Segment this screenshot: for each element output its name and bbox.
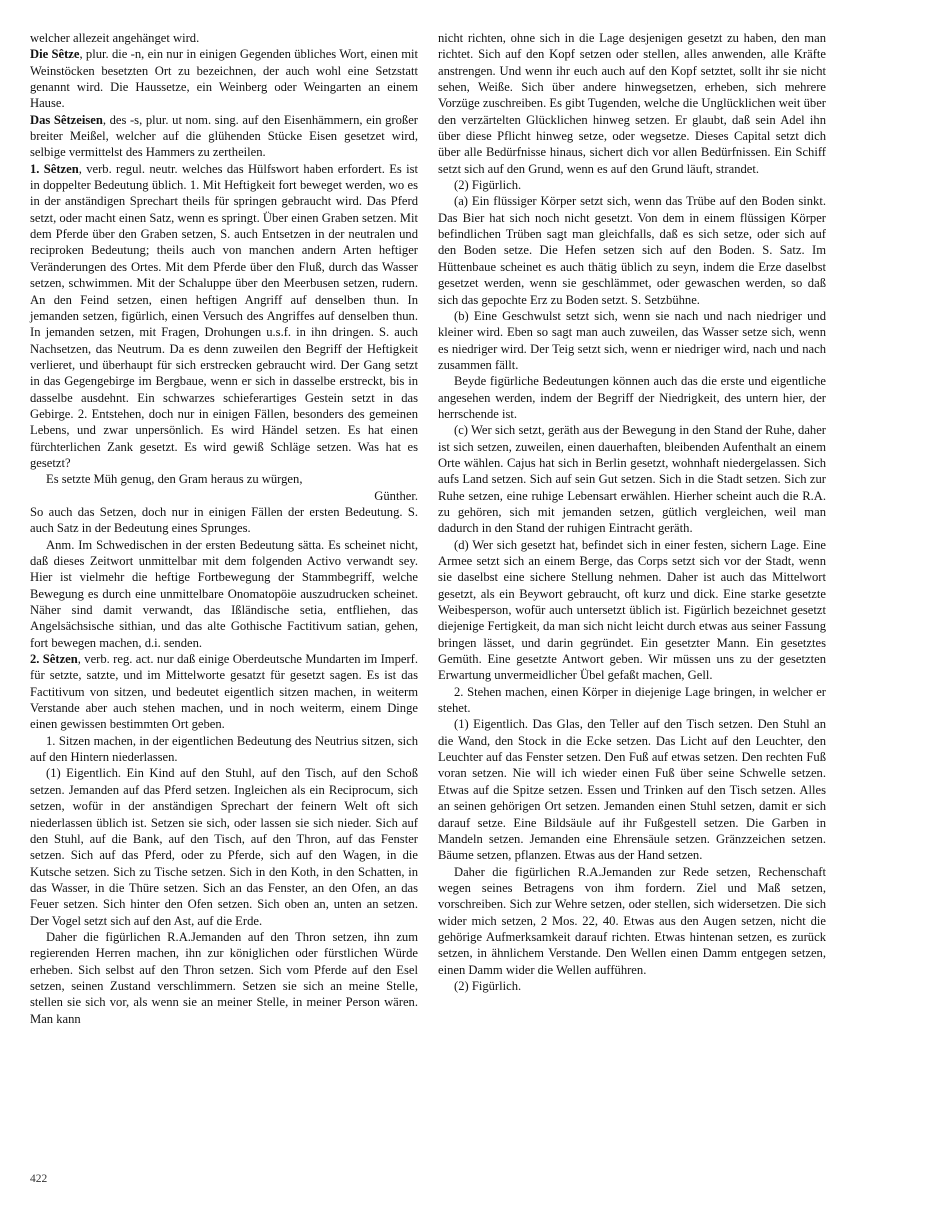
entry-setzen-1 [30,161,418,472]
entry-body: , verb. reg. act. nur daß einige Oberdeutsche Mundarten im Imperf. für setzte, satzte, und im Mittelworte gesatzt für gesetzt sagen. Es ist das Factitivum von sitzen, und bedeutet eigentlich sitzen machen, in weiterm Verstande aber auch stehen machen, und in noch weiterm, einem Dinge einen gewissen bestimmten Ort geben. [30,652,418,732]
paragraph: nicht richten, ohne sich in die Lage desjenigen gesetzt zu haben, den man richtet. Sich auf den Kopf setzen oder stellen, alles anwenden, alle Kräfte anstrengen. Und wenn ihr euch auch auf den Kopf setztet, sollt ihr sie nicht sehen, Weiße. Sich über andere hinwegsetzen, erheben, sich mehrere Vorzüge zuschreiben. Es gibt Tugenden, welche die Unglücklichen weit über den verzärtelten Glücklichen hinweg setzen. Er glaubt, daß sein Adel ihn über diese Pflicht hinweg setze, oder wegsetze. Dieses Capital setzt dich über alle Bedürfnisse hinaus, sichert dich vor allen Bedürfnissen. Ein Schiff setzt sich auf den Grund, wenn es auf den Grund läuft, strandet. [438,31,826,176]
entry-body: , plur. die -n, ein nur in einigen Gegenden übliches Wort, einen mit Weinstöcken besetzten Ort zu bezeichnen, der auch wohl eine Setzstatt genannt wird. Die Haussetze, ein Weinberg oder Weingarten an einem Hause. [30,47,418,111]
paragraph: (1) Eigentlich. Ein Kind auf den Stuhl, auf den Tisch, auf den Schoß setzen. Jemanden auf das Pferd setzen. Ingleichen als ein Reciprocum, sich setzen, wofür in der anständigen Sprechart der feinern Welt oft sich niederlassen üblich ist. Setzen sie sich, oder lassen sie sich nieder. Sich auf den Stuhl, auf die Bank, auf den Tisch, auf den Thron, auf das Fenster setzen. Sich auf das Pferd, oder zu Pferde, sich auf den Wagen, in die Kutsche setzen. Sich zu Tische setzen. Sich in den Koth, in den Schatten, in das Wasser, in die Thüre setzen. Sich an das Fenster, an den Ofen, an das Feuer setzen. Sich hinter den Ofen setzen. Sich oben an, unten an setzen. Der Vogel setzt sich auf den Ast, auf die Erde. [30,766,418,928]
paragraph: 1. Sitzen machen, in der eigentlichen Bedeutung des Neutrius sitzen, sich auf den Hintern niederlassen. [30,733,418,765]
paragraph: Daher die figürlichen R.A.Jemanden auf den Thron setzen, ihn zum regierenden Herren machen, ihn zur königlichen oder fürstlichen Würde erheben. Sich selbst auf den Thron setzen. Sich vom Pferde auf den Esel setzen, seinen Zustand verschlimmern. Setzen sie sich an meine Stelle, stellen sie sich vor, als wenn sie an meiner Stelle, in meiner Person wären. Man kann [30,929,418,1026]
paragraph: Beyde figürliche Bedeutungen können auch das die erste und eigentliche angesehen werden, indem der Begriff der Niedrigkeit, des untern hier, der herrschende ist. [438,374,826,421]
paragraph: (a) Ein flüssiger Körper setzt sich, wenn das Trübe auf den Boden sinkt. Das Bier hat sich noch nicht gesetzt. Von dem in einem flüssigen Körper befindlichen Trüben sagt man gleichfalls, daß es sich setze, oder sich auf den Boden setze. Die Hefen setzen sich auf den Boden. S. Satz. Im Hüttenbaue scheinet es auch thätig üblich zu seyn, indem die Erze daselbst gesetzet werden, wenn sie geschlämmet, oder gewaschen werden, so daß sich das gepochte Erz zu Boden setzt. S. Setzbühne. [438,194,826,307]
paragraph: welcher allezeit angehänget wird. [30,31,200,45]
entry-headword: 1. Sêtzen [30,161,79,176]
paragraph: (c) Wer sich setzt, geräth aus der Bewegung in den Stand der Ruhe, daher ist sich setzen, zuweilen, einen dauerhaften, bleibenden Aufenthalt an einem Orte wählen. Cajus hat sich in Berlin gesetzt, wohnhaft niedergelassen. Sich aufs Land setzen. Sich auf sein Gut setzen. Sich in die Stadt setzen. Sich zur Ruhe setzen, eine ruhige Lebensart erwählen. Hierher scheint auch die R.A. zu gehören, sich mit jemanden setzen, gütlich vergleichen, weil man dadurch in den Stand der ruhigen Eintracht geräth. [438,423,826,536]
subheading: (2) Figürlich. [454,978,522,993]
note-paragraph: Anm. Im Schwedischen in der ersten Bedeutung sätta. Es scheinet nicht, daß dieses Zeitwort unmittelbar mit dem folgenden Activo verwandt sey. Hier ist vielmehr die heftige Fortbewegung der Stammbegriff, welche Bewegung es durch eine unmittelbare Onomatopöie auszudrucken scheinet. Näher sind damit verwandt, das Ißländische setia, entfliehen, das Angelsächsische sithian, und das alte Gothische Factitivum satian, gehen, fort bewegen machen, d.i. senden. [30,537,418,650]
entry-body: , verb. regul. neutr. welches das Hülfswort haben erfordert. Es ist in doppelter Bedeutung üblich. 1. Mit Heftigkeit fort beweget werden, wo es in der anständigen Sprechart theils für springen gebraucht wird. Das Pferd setzt, oder macht einen Satz, wenn es springt. Über einen Graben setzen. Mit dem Pferde über den Graben setzen, S. auch Entsetzen in der neutralen und reciproken Bedeutung; theils auch von manchen andern Arten heftiger Veränderungen des Ortes. Mit dem Pferde über den Fluß, durch das Wasser setzen, schwimmen. Mit der Schaluppe über den Meerbusen setzen, rudern. An den Feind setzen, einen heftigen Angriff auf denselben thun. In jemanden setzen, figürlich, einen Versuch des Angriffes auf denselben thun. In jemanden setzen, mit Fragen, Drohungen u.s.f. in ihn dringen. S. auch Nachsetzen, das Neutrum. Da es denn zuweilen den Begriff der Heftigkeit verlieret, und überhaupt für sich erstrecken gebraucht wird. Der Gang setzt in das Gegengebirge im Bergbaue, wenn er sich in dasselbe erstreckt, bis in dasselbe ausdehnt. Ein schwarzes schieferartiges Gestein setzt in das Gebirge. 2. Entstehen, doch nur in einigen Fällen, besonders des gemeinen Lebens, und zwar unpersönlich. Es wird Händel setzen. Es hat einen fürchterlichen Zank gesetzt. Es wird gewiß Schläge setzen. Was hat es gesetzt? [30,161,418,470]
paragraph: So auch das Setzen, doch nur in einigen Fällen der ersten Bedeutung. S. auch Satz in der Bedeutung eines Sprunges. [30,504,418,536]
entry-setzen-2 [30,651,418,733]
paragraph: (1) Eigentlich. Das Glas, den Teller auf den Tisch setzen. Den Stuhl an die Wand, den Stock in die Ecke setzen. Das Licht auf den Leuchter, den Leuchter auf das Fenster setzen. Den Fuß auf etwas setzen. Den rechten Fuß voran setzen. Nie will ich wieder einen Fuß über seine Schwelle setzen. Etwas auf die Spitze setzen. Essen und Trinken auf den Tisch setzen. Alles an seinen gehörigen Ort setzen. Jemanden einen Stuhl setzen, damit er sich darauf setze. Eine Bildsäule auf ihr Fußgestell setzen. Die Garben in Mandeln setzen. Jemanden eine Ehrensäule setzen. Gränzzeichen setzen. Bäume setzen, pflanzen. Etwas aus der Hand setzen. [438,717,826,863]
paragraph: (b) Eine Geschwulst setzt sich, wenn sie nach und nach niedriger und kleiner wird. Eben so sagt man auch zuweilen, das Wasser setze sich, wenn es niedriger wird. Der Teig setzt sich, wenn er niedriger wird, nach und nach zusammen fällt. [438,308,826,372]
entry-headword: 2. Sêtzen [30,652,78,667]
right-column [438,30,826,994]
paragraph: (d) Wer sich gesetzt hat, befindet sich in einer festen, sichern Lage. Eine Armee setzt sich an einem Berge, das Corps setzt sich vor der Stadt, wenn sie daselbst eine sichere Stellung nehmen. Daher ist auch das Mittelwort gesetzt, als ein Beywort gebraucht, oft kurz und dick. Eine starke gesetzte Weibesperson, wofür auch untersetzt üblich ist. Figürlich bezeichnet gesetzt diejenige Fertigkeit, da man sich nicht leicht durch etwas aus seiner Fassung bringen lässet, und darin gegründet. Ein gesetzter Mann. Ein gesetztes Gemüth. Eine gesetzte Antwort geben. Wir müssen uns zu der gesetzten Erwartung unvermeidlicher Übel gefaßt machen, Gell. [438,537,826,683]
entry-headword: Die Sêtze [30,47,80,62]
page-number: 422 [30,1173,48,1185]
paragraph: 2. Stehen machen, einen Körper in diejenige Lage bringen, in welcher er stehet. [438,684,826,716]
entry-body: , des -s, plur. ut nom. sing. auf den Eisenhämmern, ein großer breiter Meißel, welcher auf die glühenden Stücke Eisen gesetzet wird, selbige vermittelst des Hammers zu zertheilen. [30,112,419,160]
entry-setzeisen [30,112,418,161]
left-column [30,30,418,1027]
entry-headword: Das Sêtzeisen [30,112,103,127]
paragraph: Daher die figürlichen R.A.Jemanden zur Rede setzen, Rechenschaft wegen seines Betragens von ihm fordern. Ziel und Maß setzen, vorschreiben. Sich zur Wehre setzen, oder stellen, sich widersetzen. Die sich wider mich setzen, 2 Mos. 22, 40. Etwas aus den Augen setzen, nicht die gehörige Aufmerksamkeit darauf richten. Etwas hintenan setzen, es zurück setzen, in ähnlichem Verstande. Den Wellen einen Damm entgegen setzen, einen Damm wider die Wellen aufführen. [438,864,826,977]
verse-author: Günther. [374,488,418,503]
subheading: (2) Figürlich. [454,178,522,193]
verse-quote: Es setzte Müh genug, den Gram heraus zu würgen, [46,472,303,487]
entry-setze [30,46,418,111]
